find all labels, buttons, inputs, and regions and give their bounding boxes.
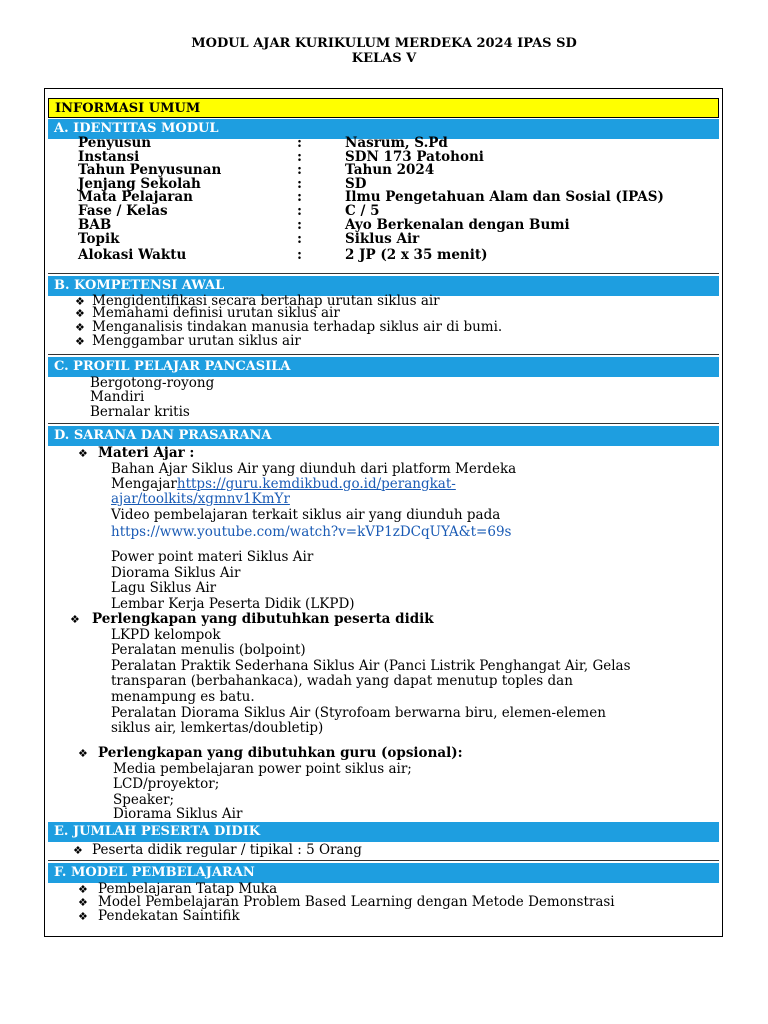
bullet-icon: ❖	[78, 896, 88, 909]
materi-ajar-title: Materi Ajar :	[98, 445, 195, 461]
list-item: Peralatan Praktik Sederhana Siklus Air (Panci Listrik Penghangat Air, Gelas	[111, 658, 631, 674]
list-item: Mandiri	[90, 389, 145, 405]
bullet-icon: ❖	[78, 447, 88, 460]
participant-count: Peserta didik regular / tipikal : 5 Orang	[92, 842, 362, 858]
list-item: Power point materi Siklus Air	[111, 549, 314, 565]
video-text: Video pembelajaran terkait siklus air yang diunduh pada	[111, 507, 501, 523]
identity-separator: :	[297, 203, 302, 219]
identity-value: SDN 173 Patohoni	[345, 149, 484, 165]
identity-label: Instansi	[78, 149, 140, 165]
bullet-icon: ❖	[78, 747, 88, 760]
document-subtitle: KELAS V	[351, 51, 417, 66]
section-f-header: F. MODEL PEMBELAJARAN	[48, 863, 719, 883]
divider	[48, 354, 719, 355]
identity-separator: :	[297, 149, 302, 165]
bullet-icon: ❖	[75, 295, 85, 308]
divider	[48, 860, 719, 861]
identity-label: Topik	[78, 231, 120, 247]
identity-separator: :	[297, 135, 302, 151]
list-item: siklus air, lemkertas/doubletip)	[111, 720, 324, 736]
list-item: Model Pembelajaran Problem Based Learning dengan Metode Demonstrasi	[98, 894, 615, 910]
list-item: Media pembelajaran power point siklus air;	[113, 761, 412, 777]
identity-value: Tahun 2024	[345, 162, 435, 178]
identity-value: Ayo Berkenalan dengan Bumi	[345, 217, 570, 233]
identity-value: Siklus Air	[345, 231, 420, 247]
section-d-header: D. SARANA DAN PRASARANA	[48, 426, 719, 446]
list-item: Memahami definisi urutan siklus air	[92, 305, 340, 321]
list-item: Peralatan Diorama Siklus Air (Styrofoam berwarna biru, elemen-elemen	[111, 705, 606, 721]
divider	[48, 273, 719, 274]
list-item: LCD/proyektor;	[113, 776, 220, 792]
identity-value: 2 JP (2 x 35 menit)	[345, 247, 488, 263]
list-item: Lembar Kerja Peserta Didik (LKPD)	[111, 596, 355, 612]
list-item: menampung es batu.	[111, 689, 255, 705]
identity-label: Alokasi Waktu	[78, 247, 187, 263]
section-b-header: B. KOMPETENSI AWAL	[48, 276, 719, 296]
teacher-equipment-title: Perlengkapan yang dibutuhkan guru (opsional):	[98, 745, 463, 761]
identity-separator: :	[297, 217, 302, 233]
list-item: Pembelajaran Tatap Muka	[98, 881, 278, 897]
section-a-header: A. IDENTITAS MODUL	[48, 119, 719, 139]
list-item: Bergotong-royong	[90, 375, 215, 391]
list-item: Menggambar urutan siklus air	[92, 333, 301, 349]
identity-label: Jenjang Sekolah	[78, 176, 201, 192]
identity-label: Mata Pelajaran	[78, 189, 193, 205]
bullet-icon: ❖	[78, 910, 88, 923]
identity-separator: :	[297, 231, 302, 247]
list-item: Speaker;	[113, 792, 175, 808]
section-e-header: E. JUMLAH PESERTA DIDIK	[48, 822, 719, 842]
bullet-icon: ❖	[70, 613, 80, 626]
identity-value: Ilmu Pengetahuan Alam dan Sosial (IPAS)	[345, 189, 664, 205]
informasi-umum-header: INFORMASI UMUM	[48, 98, 719, 118]
identity-value: Nasrum, S.Pd	[345, 135, 448, 151]
identity-separator: :	[297, 247, 302, 263]
list-item: Lagu Siklus Air	[111, 580, 217, 596]
identity-value: C / 5	[345, 203, 380, 219]
materi-text: Bahan Ajar Siklus Air yang diunduh dari platform Merdeka	[111, 461, 517, 477]
list-item: Bernalar kritis	[90, 404, 190, 420]
list-item: Diorama Siklus Air	[111, 565, 241, 581]
list-item: Pendekatan Saintifik	[98, 908, 240, 924]
toolkit-link-continued[interactable]: ajar/toolkits/xgmnv1KmYr	[111, 491, 290, 507]
identity-label: Penyusun	[78, 135, 152, 151]
list-item: transparan (berbahankaca), wadah yang dapat menutup toples dan	[111, 673, 573, 689]
student-equipment-title: Perlengkapan yang dibutuhkan peserta didik	[92, 611, 434, 627]
divider	[48, 423, 719, 424]
bullet-icon: ❖	[73, 844, 83, 857]
list-item: Peralatan menulis (bolpoint)	[111, 642, 306, 658]
bullet-icon: ❖	[75, 321, 85, 334]
materi-text-prefix: Mengajar	[111, 476, 177, 492]
section-c-header: C. PROFIL PELAJAR PANCASILA	[48, 357, 719, 377]
list-item: LKPD kelompok	[111, 627, 221, 643]
identity-value: SD	[345, 176, 367, 192]
bullet-icon: ❖	[75, 335, 85, 348]
bullet-icon: ❖	[78, 883, 88, 896]
bullet-icon: ❖	[75, 307, 85, 320]
identity-label: Tahun Penyusunan	[78, 162, 222, 178]
materi-text	[111, 477, 456, 492]
document-title: MODUL AJAR KURIKULUM MERDEKA 2024 IPAS SD	[191, 36, 577, 51]
youtube-link[interactable]: https://www.youtube.com/watch?v=kVP1zDCqUYA&t=69s	[111, 524, 512, 540]
list-item: Diorama Siklus Air	[113, 806, 243, 822]
identity-separator: :	[297, 189, 302, 205]
toolkit-link[interactable]: https://guru.kemdikbud.go.id/perangkat-	[176, 476, 456, 492]
list-item: Mengidentifikasi secara bertahap urutan siklus air	[92, 293, 440, 309]
list-item: Menganalisis tindakan manusia terhadap siklus air di bumi.	[92, 319, 503, 335]
identity-separator: :	[297, 162, 302, 178]
identity-label: Fase / Kelas	[78, 203, 168, 219]
identity-label: BAB	[78, 217, 112, 233]
identity-separator: :	[297, 176, 302, 192]
